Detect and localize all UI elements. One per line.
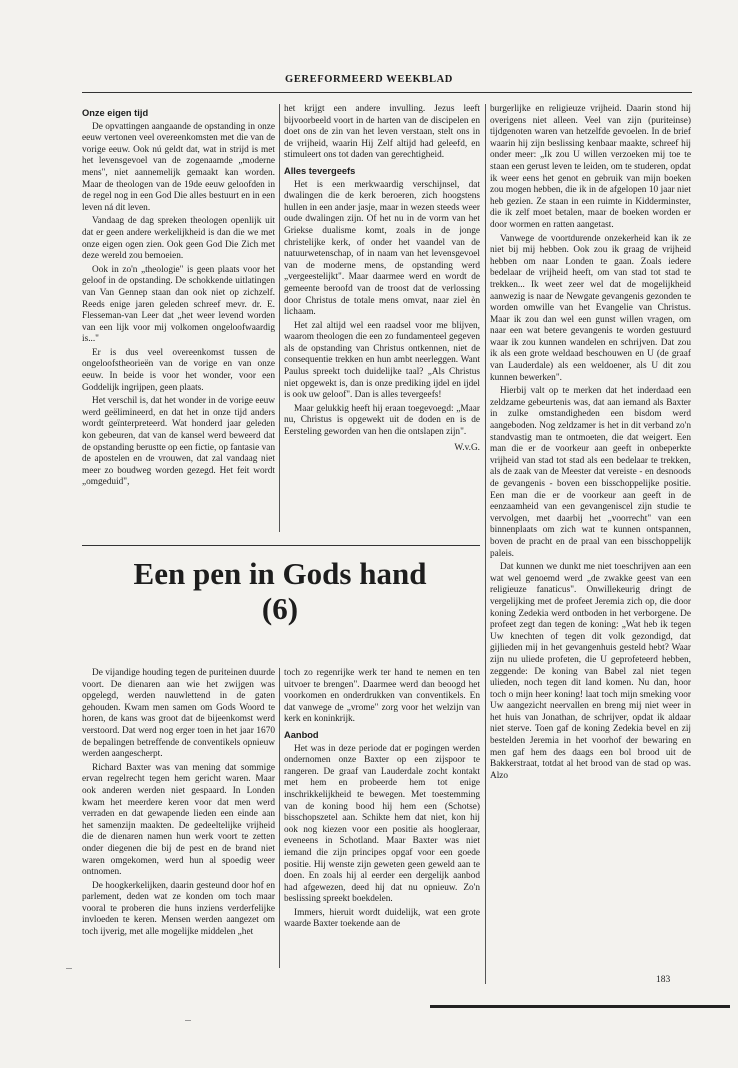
paragraph: Immers, hieruit wordt duidelijk, wat een grote waarde Baxter toekende aan de — [284, 907, 480, 930]
article-rule — [82, 545, 480, 546]
scan-mark — [185, 1020, 191, 1021]
paragraph: Richard Baxter was van mening dat sommige ervan regelrecht tegen hem gericht waren. Maar ook anderen werden niet gespaard. In Londen kwam het meerdere keren voor dat men werd verraden en dat gewapende lieden een einde aan het samenzijn maakten. De gedeeltelijke vrijheid die de dienaren namen hun werk voort te zetten onder diegenen die bij de pest en de brand niet waren omgekomen, werd hun al spoedig weer ontnomen. — [82, 762, 275, 878]
section-heading: Alles tevergeefs — [284, 165, 356, 176]
column-divider — [279, 668, 280, 968]
page-number: 183 — [656, 975, 671, 985]
paragraph: Het is een merkwaardig verschijnsel, dat dwalingen die de kerk beroeren, zich hoogstens hullen in een ander jasje, maar in wezen steeds weer oude dwalingen zijn. Of het nu in de vorm van het Griekse dualisme komt, zoals in de jonge christelijke kerk, of onder het vaandel van de natuurwetenschap, of in naam van het levensgevoel van de moderne mens, de opstanding werd „vergeestelijkt". Maar daarmee werd en wordt de gemeente beroofd van de troost dat de verlossing door Christus de totale mens omvat, naar ziel èn lichaam. — [284, 179, 480, 318]
column-2 — [284, 104, 480, 454]
paragraph: Hierbij valt op te merken dat het inderdaad een zeldzame gebeurtenis was, dat aan iemand als Baxter in zulke omstandigheden een bisdom werd aangeboden. Nog zeldzamer is het in dit verband zo'n standvastig man te ontmoeten, die dat weigert. Een man die er de voorkeur aan geeft in onbeperkte vrijheid van stad tot stad als een bedelaar te trekken, als de zaak van de Meester dat vereiste - en desnoods de gevangenis - boven een bisschoppelijke positie. Een man die er de voorkeur aan geeft in de eenzaamheid van een gevangeniscel zijn studie te vervolgen, met daarbij het „voorrecht" van een binnenplaats om zich wat te kunnen ontspannen, boven de pracht en de praal van een bisschoppelijk paleis. — [490, 386, 691, 559]
signature: W.v.G. — [454, 442, 480, 453]
column-5 — [284, 668, 480, 933]
column-divider — [485, 104, 486, 984]
header-rule — [82, 92, 692, 93]
paragraph: Vanwege de voortdurende onzekerheid kan ik ze niet bij mij hebben. Ook zou ik graag de vrijheid hebben om naar Londen te gaan. Zoals iedere bedelaar de vrijheid heeft, om van stad tot stad te trekken... Ik weet zeer wel dat de mogelijkheid aanwezig is naar de Newgate gevangenis gezonden te worden omwille van het Evangelie van Christus. Maar ik zou dan wel een gunst willen vragen, om naar een wat betere gevangenis te worden gestuurd waar ik zou kunnen wandelen en schrijven. Dat zou ik als een grote weldaad beschouwen en U (de graaf van Lauderdale) als een weldoener, als U dit zou kunnen bewerken". — [490, 233, 691, 383]
paragraph: Er is dus veel overeenkomst tussen de ongeloofstheorieën van de vorige en van onze eeuw. In beide is voor het wonder, voor een Goddelijk ingrijpen, geen plaats. — [82, 347, 275, 393]
paragraph: het krijgt een andere invulling. Jezus leeft bijvoorbeeld voort in de harten van de discipelen en doet ons de zin van het leven verstaan, stelt ons in de vrijheid, waarin Hij Zelf altijd had geleefd, en stimuleert ons tot daden van gerechtigheid. — [284, 104, 480, 161]
paragraph: burgerlijke en religieuze vrijheid. Daarin stond hij overigens niet alleen. Veel van zijn (puriteinse) tijdgenoten waren van hetzelfde gevoelen. In de brief waarin hij zijn beslissing kenbaar maakte, schreef hij onder meer: „Ik zou U willen verzoeken mij toe te staan een gerust leven te leiden, om te studeren, opdat ik weer eens het genot en gebruik van mijn boeken zou mogen hebben, die ik in de afgelopen 10 jaar niet heb gezien. Ze staan in een ruimte in Kidderminster, die ik zelf moet betalen, maar de boeken worden er door wormen en ratten aangetast. — [490, 104, 691, 230]
paragraph: De vijandige houding tegen de puriteinen duurde voort. De dienaren aan wie het zwijgen was opgelegd, werden nauwlettend in de gaten gehouden. Kwam men samen om Gods Woord te horen, de kans was groot dat de bijeenkomst werd verstoord. Dat werd nog erger toen in het jaar 1670 de bepalingen betreffende de conventikels opnieuw werden aangescherpt. — [82, 668, 275, 760]
paragraph: Dat kunnen we dunkt me niet toeschrijven aan een wat wel genoemd werd „de zwakke geest van een religieuze fanaticus". Onwillekeurig dringt de vergelijking met de profeet Jeremia zich op, die door koning Zedekia werd ontboden in het verborgene. De profeet zegt dan tegen de koning: „Wat heb ik tegen Uw knechten of tegen dit volk gezondigd, dat gijlieden mij in het gevangenhuis gesteld hebt? Waar zijn nu uliede profeten, die U geprofeteerd hebben, zeggende: De koning van Babel zal niet tegen uliedеn, noch tegen dit land komen. Nu dan, hoor toch o mijn heer koning! laat toch mijn smeking voor Uw aangezicht neervallen en breng mij niet weer in het huis van Jonathan, de schrijver, opdat ik aldaar niet sterve. Toen gaf de koning Zedekia bevel en zij bestelden Jeremia in het voorhof der bewaring en men gaf hem des daags een bol brood uit de Bakkerstraat, totdat al het brood van de stad op was. Alzo — [490, 562, 691, 781]
bottom-rule — [430, 1005, 730, 1008]
paragraph: De opvattingen aangaande de opstanding in onze eeuw vertonen veel overeenkomsten met die van de vorige eeuw. Ook nú geldt dat, wat in strijd is met het levensgevoel van de zogenaamde „moderne mens", niet aannemelijk gemaakt kan worden. Maar de theologen van de 19de eeuw geloofden in de regel nog in een God Die alles bestuurt en in een leven ná dit leven. — [82, 121, 275, 213]
title-number: (6) — [261, 591, 299, 626]
paragraph: toch zo regenrijke werk ter hand te nemen en ten uitvoer te brengen". Daarmee werd dan beoogd het voorkomen en onderdrukken van conventikels. En dat vanwege de „vrome" zorg voor het welzijn van kerk en koninkrijk. — [284, 668, 480, 725]
article-title — [110, 556, 450, 626]
paragraph: De hoogkerkelijken, daarin gesteund door hof en parlement, deden wat ze konden om toch maar vooral te proberen die huns inziens verderfelijke invloeden te keren. Mensen werden aangezet om toch ijverig, met alle mogelijke middelen „het — [82, 880, 275, 938]
paragraph: Het was in deze periode dat er pogingen werden ondernomen onze Baxter op een zijspoor te rangeren. De graaf van Lauderdale zocht kontakt met hem en probeerde hem tot enige inschrikkelijkheid te bewegen. Met toestemming van de koning bood hij hem een (Schotse) bisschopszetel aan. Schikte hem dat niet, kon hij ook nog kiezen voor een positie als hoogleraar, eveneens in Schotland. Maar Baxter was niet iemand die zijn principes opgaf voor een goede positie. Hij wenste zijn geweten geen geweld aan te doen. En zoals hij al eerder een dergelijk aanbod had afgewezen, deed hij dat nu opnieuw. Zo'n beslissing spreekt boekdelen. — [284, 743, 480, 905]
paragraph: Het zal altijd wel een raadsel voor me blijven, waarom theologen die een zo fundamenteel gegeven als de opstanding van Christus ontkennen, niet de consequentie trekken en hun ambt neerleggen. Want Paulus spreekt toch duidelijke taal? „Als Christus niet opgewekt is, dan is onze prediking ijdel en ijdel is ook uw geloof". Dan is alles tevergeefs! — [284, 320, 480, 401]
scan-mark — [66, 968, 72, 969]
column-1 — [82, 104, 275, 491]
column-3 — [490, 104, 691, 784]
section-heading: Aanbod — [284, 729, 319, 740]
paragraph: Het verschil is, dat het wonder in de vorige eeuw werd geëlimineerd, en dat het in onze tijd anders wordt geïnterpreteerd. Wat honderd jaar geleden kon gebeuren, dat van de kansel werd beweerd dat de opstanding berustte op een fictie, op fantasie van de apostelen en de vrouwen, dat zal vandaag niet meer zo boudweg worden gezegd. Het feit wordt „omgeduid", — [82, 396, 275, 488]
paragraph: Maar gelukkig heeft hij eraan toegevoegd: „Maar nu, Christus is opgewekt uit de doden en is de Eersteling geworden van hen die ontslapen zijn". — [284, 403, 480, 438]
column-divider — [279, 104, 280, 532]
section-heading: Onze eigen tijd — [82, 108, 149, 118]
paragraph: Ook in zo'n „theologie" is geen plaats voor het geloof in de opstanding. De schokkende uitlatingen van Van Gennep staan dan ook niet op zichzelf. Reeds enige jaren geleden schreef mevr. dr. E. Flesseman-van Leer dat „het weer levend worden van een lijk voor mij volkomen ongeloofwaardig is..." — [82, 264, 275, 345]
paragraph: Vandaag de dag spreken theologen openlijk uit dat er geen andere werkelijkheid is dan die we met onze eigen ogen zien. Ook geen God Die Zich met deze wereld zou bemoeien. — [82, 216, 275, 262]
column-4 — [82, 668, 275, 941]
title-line: Een pen in Gods hand — [133, 556, 427, 591]
page-header: GEREFORMEERD WEEKBLAD — [285, 74, 453, 85]
